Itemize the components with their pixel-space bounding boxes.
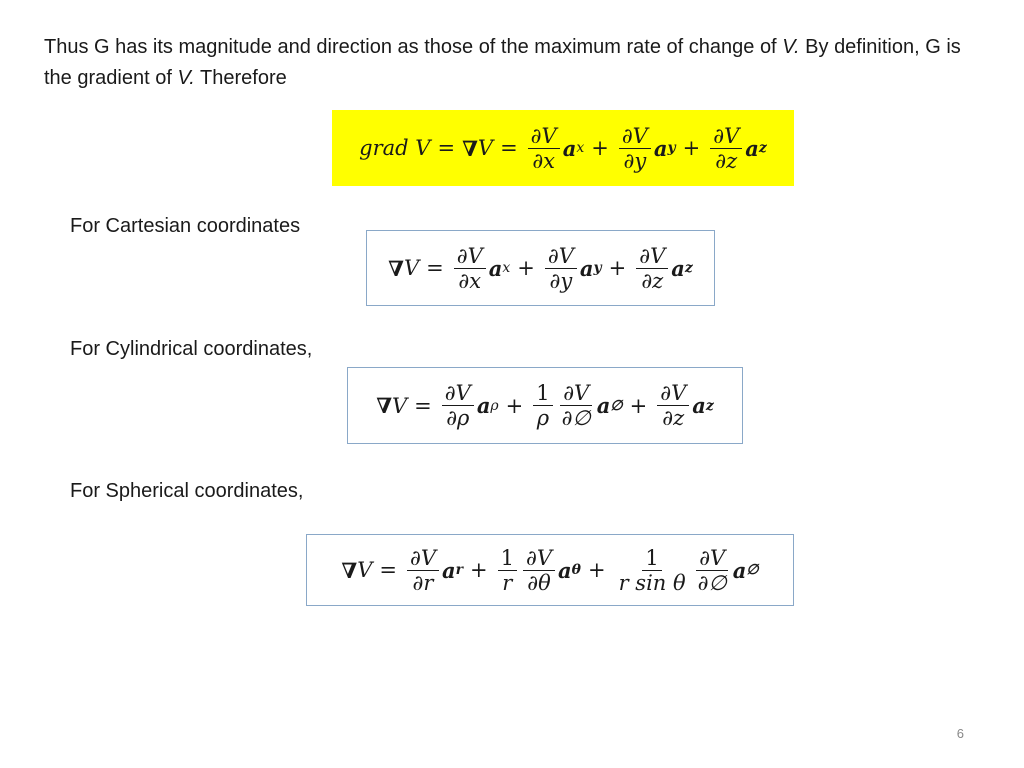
var-v: V [403, 256, 420, 280]
gradient-definition-equation: grad V = ∇ V = $\frac{\partial V}{\partial x}$ a x + $\frac{\partial V}{\partial y}$ a y + $\frac{\partial V}{\partial z}$ a z [359, 123, 767, 173]
unit-vector-az: a [745, 135, 759, 161]
page-number: 6 [956, 726, 964, 741]
fraction-dv-dphi: $\frac{\partial V}{\partial\emptyset}$ [697, 545, 727, 595]
unit-vector-aphi: a [732, 557, 747, 583]
unit-vector-ay: a [579, 255, 594, 281]
nabla-symbol: ∇ [462, 135, 478, 161]
nabla-symbol: ∇ [388, 255, 404, 281]
equals-sign: = [426, 256, 444, 280]
cylindrical-equation: ∇ V = $\frac{\partial V}{\partial\rho}$ a ρ + $\frac{1}{\rho}$ $\frac{\partial V}{\partial\emptyset}$ a ∅ + $\frac{\partial V}{\partial z}$ a z [376, 381, 714, 430]
plus-sign: + [587, 558, 606, 582]
plus-sign: + [682, 136, 701, 160]
nabla-symbol: ∇ [341, 557, 358, 583]
plus-sign: + [517, 256, 535, 280]
unit-vector-atheta: a [558, 557, 572, 583]
spherical-equation: ∇ V = $\frac{\partial V}{\partial r}$ a r + $\frac{1}{r}$ $\frac{\partial V}{\partial\theta}$ a θ + $\frac{1}{\text{r sin θ}}$ $\frac{\partial V}{\partial\emptyset}$ a ∅ [341, 545, 759, 595]
fraction-dv-dy: $\frac{\partial V}{\partial y}$ [545, 244, 577, 293]
gradient-definition-box [332, 110, 794, 186]
unit-vector-ax: a [562, 135, 577, 161]
fraction-dv-dr: $\frac{\partial V}{\partial r}$ [407, 546, 439, 595]
grad-symbol: grad V [359, 136, 431, 160]
fraction-dv-dphi: $\frac{\partial V}{\partial\emptyset}$ [561, 381, 591, 430]
fraction-dv-dtheta: $\frac{\partial V}{\partial\theta}$ [523, 546, 555, 595]
cartesian-equation: ∇ V = $\frac{\partial V}{\partial x}$ a x + $\frac{\partial V}{\partial y}$ a y + $\frac{\partial V}{\partial z}$ a z [388, 243, 693, 293]
fraction-dv-dz: $\frac{\partial V}{\partial z}$ [636, 244, 668, 293]
plus-sign: + [608, 256, 627, 280]
intro-paragraph [44, 32, 984, 94]
plus-sign: + [591, 136, 609, 160]
var-v: V [392, 393, 408, 418]
spherical-label: For Spherical coordinates, [70, 480, 304, 502]
cylindrical-equation-box [347, 367, 743, 444]
unit-vector-az: a [692, 393, 706, 418]
intro-var-2: V. [177, 67, 195, 89]
fraction-one-over-rsin: $\frac{1}{\text{r sin θ}}$ [618, 545, 686, 595]
unit-vector-arho: a [476, 393, 491, 418]
unit-vector-ar: a [442, 557, 456, 583]
spherical-equation-box [306, 534, 794, 606]
fraction-dv-dz: $\frac{\partial V}{\partial z}$ [710, 124, 742, 173]
var-v: V [357, 558, 373, 582]
fraction-dv-dy: $\frac{\partial V}{\partial y}$ [619, 124, 651, 173]
intro-text-1: Thus G has its magnitude and direction as those of the maximum rate of change of [44, 36, 783, 58]
unit-vector-ay: a [653, 135, 668, 161]
fraction-dv-dx: $\frac{\partial V}{\partial x}$ [454, 244, 486, 293]
intro-var-1: V. [782, 36, 800, 58]
var-v: V [477, 136, 494, 160]
fraction-dv-dz: $\frac{\partial V}{\partial z}$ [657, 381, 689, 430]
plus-sign: + [505, 393, 524, 418]
cylindrical-label: For Cylindrical coordinates, [70, 338, 313, 360]
equals-sign: = [379, 558, 397, 582]
fraction-one-over-rho: $\frac{1}{\rho}$ [533, 381, 552, 430]
intro-text-2: By definition, G is the gradient of [44, 36, 961, 89]
cartesian-equation-box [366, 230, 715, 306]
intro-text-3: Therefore [194, 67, 287, 89]
unit-vector-az: a [671, 255, 685, 281]
cartesian-label: For Cartesian coordinates [70, 215, 301, 237]
unit-vector-aphi: a [596, 393, 611, 418]
nabla-symbol: ∇ [376, 393, 392, 418]
fraction-dv-dx: $\frac{\partial V}{\partial x}$ [528, 124, 560, 173]
plus-sign: + [629, 393, 648, 418]
fraction-one-over-r: $\frac{1}{r}$ [498, 546, 517, 595]
fraction-dv-drho: $\frac{\partial V}{\partial\rho}$ [442, 381, 474, 430]
plus-sign: + [470, 558, 488, 582]
equals-sign: = [437, 136, 456, 160]
unit-vector-ax: a [488, 255, 503, 281]
equals-sign: = [500, 136, 518, 160]
equals-sign: = [414, 393, 432, 418]
